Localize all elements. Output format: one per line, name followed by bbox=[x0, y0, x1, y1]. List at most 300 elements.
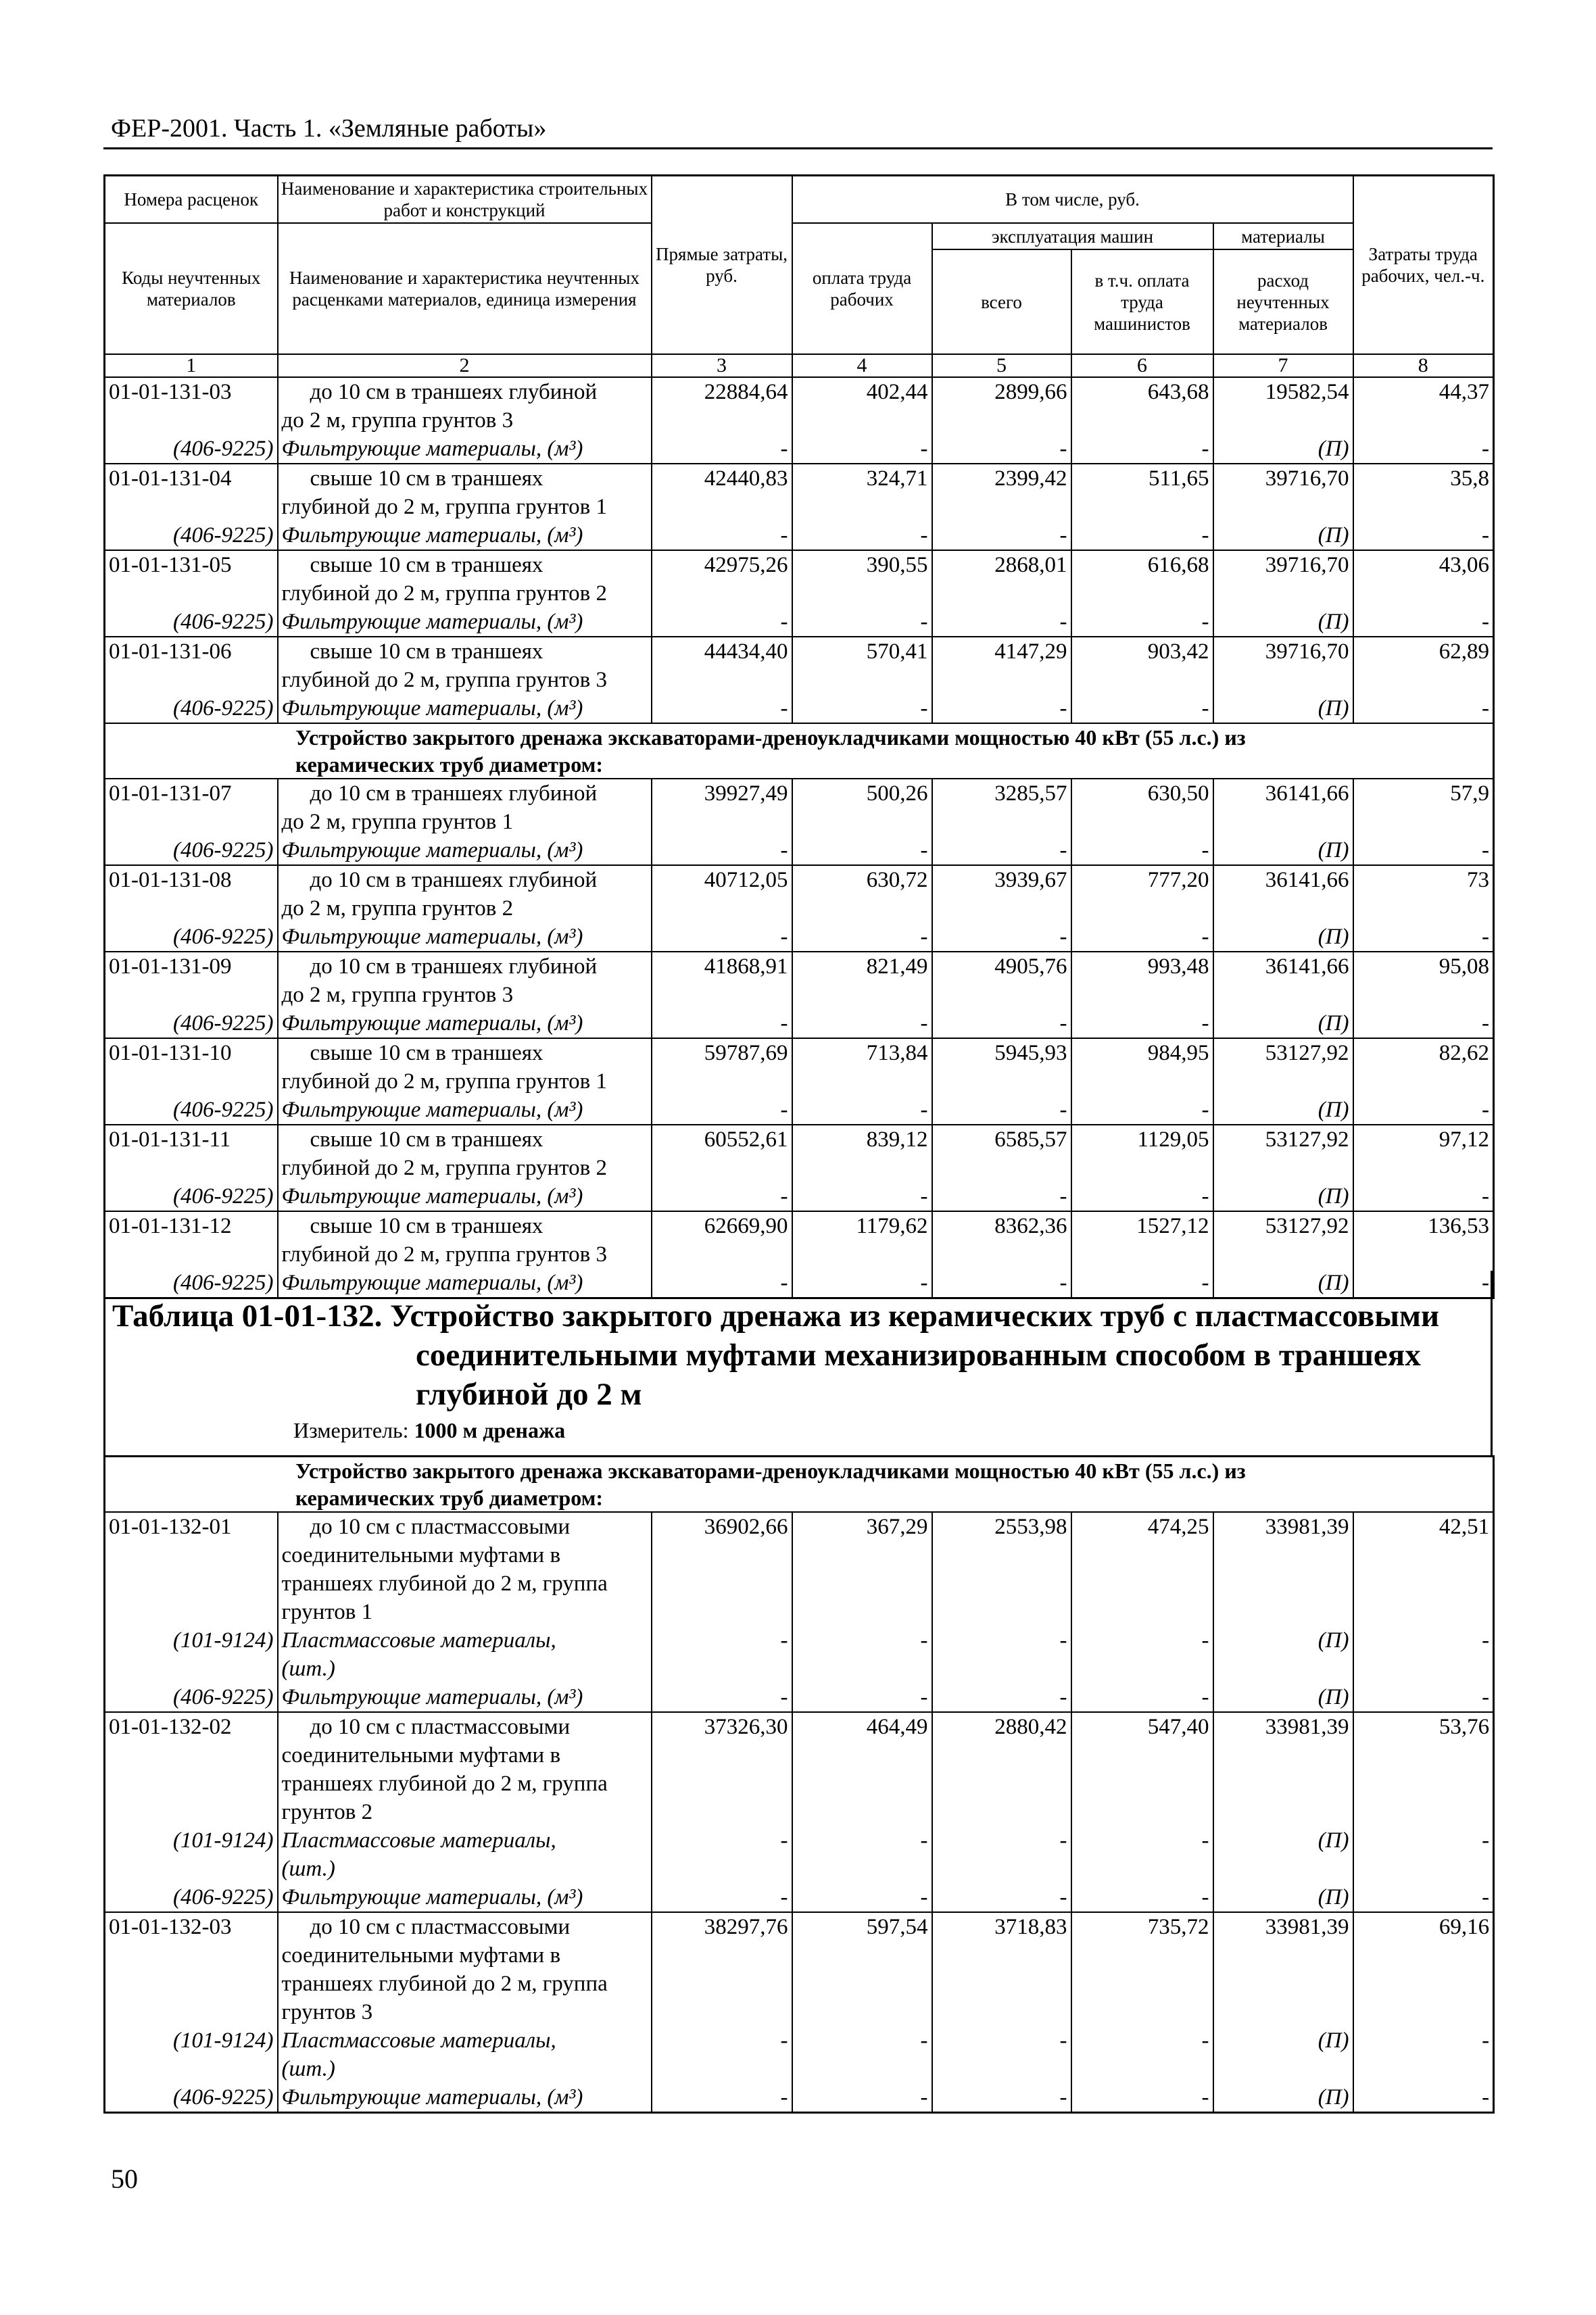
section-heading-row bbox=[105, 1457, 1494, 1513]
value-col-5: 8362,36 bbox=[932, 1211, 1071, 1269]
column-number: 4 bbox=[792, 354, 932, 377]
value-col-6: 777,20 bbox=[1071, 865, 1213, 923]
empty-mark: - bbox=[652, 1096, 792, 1125]
empty-mark: - bbox=[932, 435, 1071, 464]
rate-description bbox=[278, 952, 652, 1009]
value-col-5: 2880,42 bbox=[932, 1712, 1071, 1826]
empty-mark: - bbox=[1071, 435, 1213, 464]
desc-line: глубиной до 2 м, группа грунтов 3 bbox=[281, 668, 607, 692]
rate-description bbox=[278, 1038, 652, 1096]
header-labor-pay: оплата труда рабочих bbox=[792, 223, 932, 354]
table-row bbox=[105, 464, 1494, 521]
empty-mark: - bbox=[792, 836, 932, 865]
value-col-5: 5945,93 bbox=[932, 1038, 1071, 1096]
table-row bbox=[105, 637, 1494, 694]
material-code: (406-9225) bbox=[105, 521, 278, 550]
empty-mark: - bbox=[652, 1182, 792, 1211]
rate-code: 01-01-131-04 bbox=[105, 464, 278, 521]
table-row bbox=[105, 1512, 1494, 1626]
table-title: Таблица 01-01-132. Устройство закрытого дренажа из керамических труб с пластмассовыми соединительными муфтами механизированным способом в траншеях глубиной до 2 м bbox=[112, 1298, 1440, 1412]
desc-line: траншеях глубиной до 2 м, группа bbox=[281, 1772, 608, 1796]
table-row bbox=[105, 865, 1494, 923]
material-name bbox=[278, 521, 652, 550]
value-col-5: 4905,76 bbox=[932, 952, 1071, 1009]
material-name-line: Фильтрующие материалы, (м³) bbox=[281, 1011, 583, 1035]
rate-description bbox=[278, 550, 652, 608]
empty-mark: - bbox=[652, 435, 792, 464]
value-col-6: 511,65 bbox=[1071, 464, 1213, 521]
empty-mark: - bbox=[932, 1269, 1071, 1298]
material-name-line: Пластмассовые материалы, bbox=[281, 1828, 556, 1853]
material-name-line: Фильтрующие материалы, (м³) bbox=[281, 1685, 583, 1709]
empty-mark: - bbox=[1353, 1182, 1494, 1211]
material-code: (406-9225) bbox=[105, 1683, 278, 1712]
empty-mark: - bbox=[792, 521, 932, 550]
empty-mark: - bbox=[652, 521, 792, 550]
value-col-3: 36902,66 bbox=[652, 1512, 792, 1626]
material-name-line: Фильтрующие материалы, (м³) bbox=[281, 437, 583, 461]
rate-code: 01-01-132-01 bbox=[105, 1512, 278, 1626]
value-col-3: 59787,69 bbox=[652, 1038, 792, 1096]
price-mark: (П) bbox=[1213, 836, 1353, 865]
empty-mark: - bbox=[652, 1683, 792, 1712]
empty-mark: - bbox=[1071, 1883, 1213, 1912]
desc-line: до 10 см с пластмассовыми bbox=[310, 1515, 571, 1539]
material-name-line: (шт.) bbox=[281, 2057, 335, 2081]
desc-line: до 2 м, группа грунтов 2 bbox=[281, 896, 514, 921]
material-row bbox=[105, 1096, 1494, 1125]
value-col-7: 39716,70 bbox=[1213, 464, 1353, 521]
rate-code: 01-01-131-08 bbox=[105, 865, 278, 923]
desc-line: соединительными муфтами в bbox=[281, 1943, 561, 1968]
empty-mark: - bbox=[652, 1269, 792, 1298]
material-name bbox=[278, 836, 652, 865]
value-col-7: 39716,70 bbox=[1213, 637, 1353, 694]
desc-line: глубиной до 2 м, группа грунтов 1 bbox=[281, 495, 607, 519]
material-name bbox=[278, 1826, 652, 1883]
empty-mark: - bbox=[792, 1683, 932, 1712]
rate-description bbox=[278, 1912, 652, 2026]
empty-mark: - bbox=[932, 1626, 1071, 1683]
table-row bbox=[105, 1125, 1494, 1182]
page-number: 50 bbox=[111, 2164, 138, 2194]
header-materials-use: расход неучтенных материалов bbox=[1213, 249, 1353, 354]
value-col-4: 367,29 bbox=[792, 1512, 932, 1626]
empty-mark: - bbox=[1071, 608, 1213, 637]
material-name bbox=[278, 435, 652, 464]
table-row bbox=[105, 377, 1494, 435]
empty-mark: - bbox=[1071, 1683, 1213, 1712]
desc-line: свыше 10 см в траншеях bbox=[310, 639, 543, 664]
material-row bbox=[105, 608, 1494, 637]
material-name-line: Фильтрующие материалы, (м³) bbox=[281, 2085, 583, 2110]
value-col-5: 2399,42 bbox=[932, 464, 1071, 521]
empty-mark: - bbox=[932, 2083, 1071, 2113]
rate-description bbox=[278, 377, 652, 435]
material-name bbox=[278, 1009, 652, 1038]
desc-line: до 10 см в траншеях глубиной bbox=[310, 868, 598, 892]
value-col-8: 44,37 bbox=[1353, 377, 1494, 435]
material-name bbox=[278, 1096, 652, 1125]
table-row bbox=[105, 1038, 1494, 1096]
empty-mark: - bbox=[652, 923, 792, 952]
column-number: 8 bbox=[1353, 354, 1494, 377]
value-col-7: 33981,39 bbox=[1213, 1512, 1353, 1626]
desc-line: свыше 10 см в траншеях bbox=[310, 553, 543, 577]
desc-line: глубиной до 2 м, группа грунтов 1 bbox=[281, 1069, 607, 1094]
price-mark: (П) bbox=[1213, 1096, 1353, 1125]
value-col-4: 1179,62 bbox=[792, 1211, 932, 1269]
desc-line: до 2 м, группа грунтов 3 bbox=[281, 983, 514, 1007]
section-heading-line: керамических труб диаметром: bbox=[295, 1486, 604, 1510]
empty-mark: - bbox=[1071, 694, 1213, 723]
value-col-4: 324,71 bbox=[792, 464, 932, 521]
value-col-7: 36141,66 bbox=[1213, 865, 1353, 923]
value-col-7: 19582,54 bbox=[1213, 377, 1353, 435]
empty-mark: - bbox=[652, 1883, 792, 1912]
value-col-8: 42,51 bbox=[1353, 1512, 1494, 1626]
material-code: (406-9225) bbox=[105, 1096, 278, 1125]
measure-unit bbox=[105, 1414, 1491, 1449]
rate-code: 01-01-131-11 bbox=[105, 1125, 278, 1182]
material-name-line: Фильтрующие материалы, (м³) bbox=[281, 1098, 583, 1122]
rate-code: 01-01-131-06 bbox=[105, 637, 278, 694]
material-row bbox=[105, 694, 1494, 723]
measure-value: 1000 м дренажа bbox=[414, 1418, 566, 1442]
empty-mark: - bbox=[652, 836, 792, 865]
value-col-6: 984,95 bbox=[1071, 1038, 1213, 1096]
value-col-7: 33981,39 bbox=[1213, 1912, 1353, 2026]
value-col-6: 474,25 bbox=[1071, 1512, 1213, 1626]
measure-label: Измеритель: bbox=[293, 1418, 409, 1442]
value-col-6: 1129,05 bbox=[1071, 1125, 1213, 1182]
value-col-3: 44434,40 bbox=[652, 637, 792, 694]
price-mark: (П) bbox=[1213, 2083, 1353, 2113]
material-code: (406-9225) bbox=[105, 1009, 278, 1038]
value-col-8: 43,06 bbox=[1353, 550, 1494, 608]
rate-code: 01-01-131-10 bbox=[105, 1038, 278, 1096]
value-col-3: 39927,49 bbox=[652, 779, 792, 836]
price-mark: (П) bbox=[1213, 1826, 1353, 1883]
material-name bbox=[278, 923, 652, 952]
material-name-line: Фильтрующие материалы, (м³) bbox=[281, 696, 583, 721]
price-mark: (П) bbox=[1213, 1683, 1353, 1712]
rate-description bbox=[278, 464, 652, 521]
value-col-4: 821,49 bbox=[792, 952, 932, 1009]
empty-mark: - bbox=[792, 2026, 932, 2083]
value-col-6: 643,68 bbox=[1071, 377, 1213, 435]
value-col-6: 993,48 bbox=[1071, 952, 1213, 1009]
empty-mark: - bbox=[1353, 923, 1494, 952]
desc-line: грунтов 3 bbox=[281, 2000, 373, 2024]
empty-mark: - bbox=[932, 2026, 1071, 2083]
material-name-line: Фильтрующие материалы, (м³) bbox=[281, 838, 583, 862]
empty-mark: - bbox=[932, 1883, 1071, 1912]
value-col-7: 36141,66 bbox=[1213, 952, 1353, 1009]
value-col-7: 36141,66 bbox=[1213, 779, 1353, 836]
value-col-4: 839,12 bbox=[792, 1125, 932, 1182]
empty-mark: - bbox=[1071, 836, 1213, 865]
value-col-5: 3285,57 bbox=[932, 779, 1071, 836]
empty-mark: - bbox=[932, 1683, 1071, 1712]
table-row bbox=[105, 1712, 1494, 1826]
empty-mark: - bbox=[932, 1182, 1071, 1211]
material-code: (406-9225) bbox=[105, 608, 278, 637]
header-including: В том числе, руб. bbox=[792, 176, 1353, 224]
desc-line: до 10 см в траншеях глубиной bbox=[310, 380, 598, 404]
material-code: (406-9225) bbox=[105, 1883, 278, 1912]
value-col-3: 42440,83 bbox=[652, 464, 792, 521]
empty-mark: - bbox=[652, 608, 792, 637]
price-mark: (П) bbox=[1213, 1269, 1353, 1298]
empty-mark: - bbox=[932, 608, 1071, 637]
empty-mark: - bbox=[792, 1009, 932, 1038]
material-name bbox=[278, 1626, 652, 1683]
value-col-6: 547,40 bbox=[1071, 1712, 1213, 1826]
material-code: (101-9124) bbox=[105, 2026, 278, 2083]
header-rate-numbers: Номера расценок bbox=[105, 176, 278, 224]
empty-mark: - bbox=[1071, 1182, 1213, 1211]
empty-mark: - bbox=[1071, 1096, 1213, 1125]
value-col-3: 41868,91 bbox=[652, 952, 792, 1009]
value-col-6: 630,50 bbox=[1071, 779, 1213, 836]
value-col-8: 35,8 bbox=[1353, 464, 1494, 521]
empty-mark: - bbox=[792, 1096, 932, 1125]
rate-description bbox=[278, 865, 652, 923]
column-number: 7 bbox=[1213, 354, 1353, 377]
value-col-8: 73 bbox=[1353, 865, 1494, 923]
desc-line: соединительными муфтами в bbox=[281, 1543, 561, 1567]
value-col-3: 62669,90 bbox=[652, 1211, 792, 1269]
empty-mark: - bbox=[792, 1269, 932, 1298]
column-number: 1 bbox=[105, 354, 278, 377]
material-name bbox=[278, 1683, 652, 1712]
desc-line: до 2 м, группа грунтов 1 bbox=[281, 810, 514, 834]
desc-line: до 10 см с пластмассовыми bbox=[310, 1715, 571, 1739]
header-labor-cost: Затраты труда рабочих, чел.-ч. bbox=[1353, 176, 1494, 355]
table-row bbox=[105, 1211, 1494, 1269]
empty-mark: - bbox=[1353, 1096, 1494, 1125]
material-row bbox=[105, 1826, 1494, 1883]
empty-mark: - bbox=[792, 608, 932, 637]
empty-mark: - bbox=[932, 1009, 1071, 1038]
empty-mark: - bbox=[932, 923, 1071, 952]
empty-mark: - bbox=[652, 1626, 792, 1683]
material-row bbox=[105, 521, 1494, 550]
section-heading-line: керамических труб диаметром: bbox=[295, 752, 604, 777]
value-col-5: 3718,83 bbox=[932, 1912, 1071, 2026]
header-materials: материалы bbox=[1213, 223, 1353, 249]
empty-mark: - bbox=[932, 694, 1071, 723]
empty-mark: - bbox=[1353, 435, 1494, 464]
price-mark: (П) bbox=[1213, 1626, 1353, 1683]
rates-table-01-01-132 bbox=[103, 1455, 1493, 2114]
column-number: 2 bbox=[278, 354, 652, 377]
material-row bbox=[105, 1626, 1494, 1683]
price-mark: (П) bbox=[1213, 435, 1353, 464]
value-col-7: 39716,70 bbox=[1213, 550, 1353, 608]
rate-description bbox=[278, 1125, 652, 1182]
empty-mark: - bbox=[792, 1826, 932, 1883]
value-col-3: 22884,64 bbox=[652, 377, 792, 435]
empty-mark: - bbox=[1353, 1626, 1494, 1683]
material-name-line: Фильтрующие материалы, (м³) bbox=[281, 610, 583, 634]
material-name-line: Пластмассовые материалы, bbox=[281, 1628, 556, 1653]
desc-line: глубиной до 2 м, группа грунтов 3 bbox=[281, 1242, 607, 1267]
empty-mark: - bbox=[792, 1182, 932, 1211]
column-number: 6 bbox=[1071, 354, 1213, 377]
material-name bbox=[278, 2026, 652, 2083]
value-col-8: 136,53 bbox=[1353, 1211, 1494, 1269]
material-code: (406-9225) bbox=[105, 1182, 278, 1211]
empty-mark: - bbox=[792, 2083, 932, 2113]
empty-mark: - bbox=[1353, 1883, 1494, 1912]
running-head: ФЕР-2001. Часть 1. «Земляные работы» bbox=[111, 114, 547, 143]
empty-mark: - bbox=[1353, 1269, 1494, 1298]
material-row bbox=[105, 1883, 1494, 1912]
column-number: 3 bbox=[652, 354, 792, 377]
value-col-7: 53127,92 bbox=[1213, 1038, 1353, 1096]
material-row bbox=[105, 1182, 1494, 1211]
value-col-5: 4147,29 bbox=[932, 637, 1071, 694]
value-col-4: 597,54 bbox=[792, 1912, 932, 2026]
desc-line: траншеях глубиной до 2 м, группа bbox=[281, 1571, 608, 1596]
table-row bbox=[105, 952, 1494, 1009]
empty-mark: - bbox=[792, 923, 932, 952]
value-col-4: 464,49 bbox=[792, 1712, 932, 1826]
empty-mark: - bbox=[1353, 2083, 1494, 2113]
rate-description bbox=[278, 779, 652, 836]
table-row bbox=[105, 1912, 1494, 2026]
desc-line: глубиной до 2 м, группа грунтов 2 bbox=[281, 1156, 607, 1180]
material-name-line: (шт.) bbox=[281, 1857, 335, 1881]
material-code: (406-9225) bbox=[105, 2083, 278, 2113]
desc-line: до 10 см в траншеях глубиной bbox=[310, 954, 598, 979]
price-mark: (П) bbox=[1213, 694, 1353, 723]
empty-mark: - bbox=[1353, 608, 1494, 637]
value-col-3: 42975,26 bbox=[652, 550, 792, 608]
section-heading bbox=[105, 723, 1494, 779]
material-code: (101-9124) bbox=[105, 1826, 278, 1883]
section-heading-row bbox=[105, 723, 1494, 779]
value-col-8: 62,89 bbox=[1353, 637, 1494, 694]
empty-mark: - bbox=[1071, 1009, 1213, 1038]
header-machinist-pay: в т.ч. оплата труда машинистов bbox=[1071, 249, 1213, 354]
desc-line: до 10 см с пластмассовыми bbox=[310, 1915, 571, 1939]
value-col-7: 53127,92 bbox=[1213, 1211, 1353, 1269]
value-col-3: 40712,05 bbox=[652, 865, 792, 923]
material-code: (406-9225) bbox=[105, 923, 278, 952]
material-row bbox=[105, 435, 1494, 464]
empty-mark: - bbox=[1071, 2083, 1213, 2113]
value-col-8: 57,9 bbox=[1353, 779, 1494, 836]
empty-mark: - bbox=[792, 1883, 932, 1912]
rates-table-01-01-131 bbox=[103, 174, 1493, 1299]
desc-line: свыше 10 см в траншеях bbox=[310, 1127, 543, 1152]
rate-description bbox=[278, 1512, 652, 1626]
rate-code: 01-01-131-03 bbox=[105, 377, 278, 435]
value-col-5: 3939,67 bbox=[932, 865, 1071, 923]
section-heading-line: Устройство закрытого дренажа экскаваторами-дреноукладчиками мощностью 40 кВт (55 л.с.) из bbox=[295, 725, 1246, 750]
desc-line: свыше 10 см в траншеях bbox=[310, 466, 543, 491]
empty-mark: - bbox=[1353, 1009, 1494, 1038]
material-code: (406-9225) bbox=[105, 1269, 278, 1298]
price-mark: (П) bbox=[1213, 923, 1353, 952]
desc-line: свыше 10 см в траншеях bbox=[310, 1041, 543, 1065]
header-rule bbox=[103, 147, 1493, 149]
material-row bbox=[105, 836, 1494, 865]
rate-description bbox=[278, 1211, 652, 1269]
value-col-4: 630,72 bbox=[792, 865, 932, 923]
value-col-5: 2899,66 bbox=[932, 377, 1071, 435]
header-work-name: Наименование и характеристика строительных работ и конструкций bbox=[278, 176, 652, 224]
material-name bbox=[278, 2083, 652, 2113]
rate-code: 01-01-131-09 bbox=[105, 952, 278, 1009]
empty-mark: - bbox=[1353, 1826, 1494, 1883]
value-col-6: 903,42 bbox=[1071, 637, 1213, 694]
column-number: 5 bbox=[932, 354, 1071, 377]
material-name-line: Фильтрующие материалы, (м³) bbox=[281, 925, 583, 949]
header-machines-total: всего bbox=[932, 249, 1071, 354]
price-mark: (П) bbox=[1213, 1009, 1353, 1038]
empty-mark: - bbox=[1353, 521, 1494, 550]
value-col-4: 500,26 bbox=[792, 779, 932, 836]
table-row bbox=[105, 550, 1494, 608]
value-col-8: 69,16 bbox=[1353, 1912, 1494, 2026]
empty-mark: - bbox=[652, 2083, 792, 2113]
material-name-line: Пластмассовые материалы, bbox=[281, 2028, 556, 2053]
value-col-7: 53127,92 bbox=[1213, 1125, 1353, 1182]
material-name bbox=[278, 608, 652, 637]
empty-mark: - bbox=[1353, 694, 1494, 723]
header-direct-costs: Прямые затраты, руб. bbox=[652, 176, 792, 355]
empty-mark: - bbox=[652, 2026, 792, 2083]
desc-line: глубиной до 2 м, группа грунтов 2 bbox=[281, 581, 607, 606]
value-col-6: 616,68 bbox=[1071, 550, 1213, 608]
rate-code: 01-01-131-12 bbox=[105, 1211, 278, 1269]
header-material-name: Наименование и характеристика неучтенных расценками материалов, единица измерения bbox=[278, 223, 652, 354]
value-col-8: 95,08 bbox=[1353, 952, 1494, 1009]
empty-mark: - bbox=[1071, 521, 1213, 550]
material-code: (406-9225) bbox=[105, 836, 278, 865]
value-col-4: 402,44 bbox=[792, 377, 932, 435]
material-name-line: Фильтрующие материалы, (м³) bbox=[281, 1885, 583, 1909]
empty-mark: - bbox=[1071, 1269, 1213, 1298]
material-row bbox=[105, 2083, 1494, 2113]
desc-line: грунтов 1 bbox=[281, 1600, 373, 1624]
material-name-line: Фильтрующие материалы, (м³) bbox=[281, 1184, 583, 1209]
material-name bbox=[278, 694, 652, 723]
desc-line: до 10 см в траншеях глубиной bbox=[310, 781, 598, 806]
desc-line: соединительными муфтами в bbox=[281, 1743, 561, 1768]
value-col-5: 2868,01 bbox=[932, 550, 1071, 608]
value-col-6: 735,72 bbox=[1071, 1912, 1213, 2026]
desc-line: траншеях глубиной до 2 м, группа bbox=[281, 1972, 608, 1996]
value-col-3: 60552,61 bbox=[652, 1125, 792, 1182]
value-col-7: 33981,39 bbox=[1213, 1712, 1353, 1826]
header-material-codes: Коды неучтенных материалов bbox=[105, 223, 278, 354]
value-col-4: 570,41 bbox=[792, 637, 932, 694]
section-heading bbox=[105, 1457, 1494, 1513]
rate-code: 01-01-132-03 bbox=[105, 1912, 278, 2026]
empty-mark: - bbox=[652, 1826, 792, 1883]
table-row bbox=[105, 779, 1494, 836]
value-col-3: 38297,76 bbox=[652, 1912, 792, 2026]
desc-line: до 2 м, группа грунтов 3 bbox=[281, 408, 514, 433]
empty-mark: - bbox=[792, 435, 932, 464]
empty-mark: - bbox=[932, 1826, 1071, 1883]
price-mark: (П) bbox=[1213, 521, 1353, 550]
